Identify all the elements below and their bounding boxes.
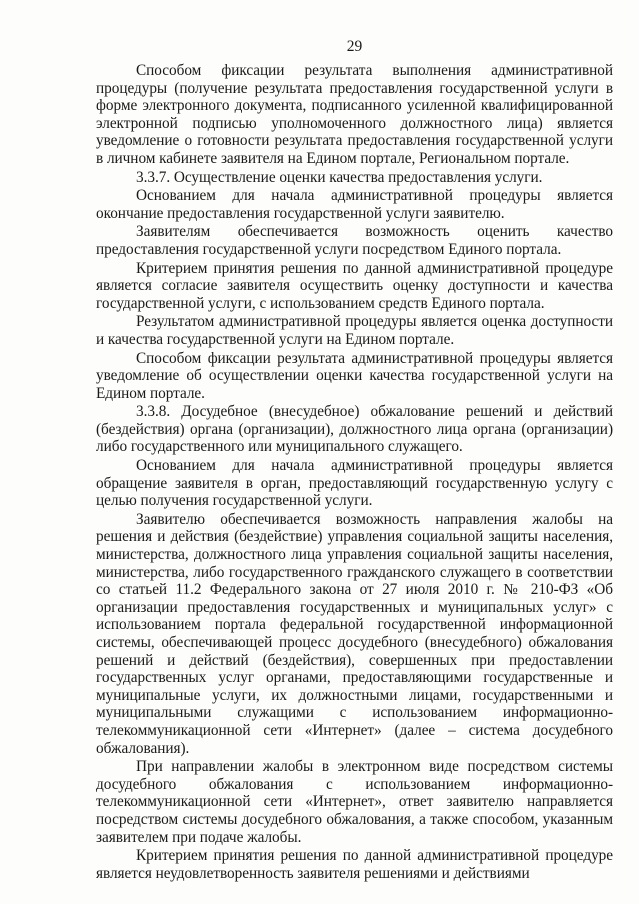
paragraph-result-fixation: Способом фиксации результата выполнения административной процедуры (получение результата предоставления государственной услуги в форме электронного документа, подписанного усиленной квалифицированной электронной подписью уполномоченного должностного лица) является уведомление о готовности результата предоставления государственной услуги в личном кабинете заявителя на Едином портале, Региональном портале. [96, 62, 613, 167]
paragraph-criterion-appeal: Критерием принятия решения по данной административной процедуре является неудовлетворенность заявителя решениями и действиями [96, 847, 613, 882]
paragraph-electronic-complaint: При направлении жалобы в электронном виде посредством системы досудебного обжалования с использованием информационно-телекоммуникационной сети «Интернет», ответ заявителю направляется посредством системы досудебного обжалования, а также способом, указанным заявителем при подаче жалобы. [96, 758, 613, 846]
paragraph-basis-start: Основанием для начала административной процедуры является окончание предоставления государственной услуги заявителю. [96, 187, 613, 222]
paragraph-complaint-possibility: Заявителю обеспечивается возможность направления жалобы на решения и действия (бездействие) управления социальной защиты населения, министерства, должностного лица управления социальной защиты населения, министерства, либо государственного гражданского служащего в соответствии со статьей 11.2 Федерального закона от 27 июля 2010 г. № 210-ФЗ «Об организации предоставления государственных и муниципальных услуг» с использованием портала федеральной государственной информационной системы, обеспечивающей процесс досудебного (внесудебного) обжалования решений и действий (бездействия), совершенных при предоставлении государственных услуг органами, предоставляющими государственные и муниципальные услуги, их должностными лицами, государственными и муниципальными служащими с использованием информационно-телекоммуникационной сети «Интернет» (далее – система досудебного обжалования). [96, 510, 613, 757]
paragraph-fixation-method: Способом фиксации результата административной процедуры является уведомление об осуществлении оценки качества государственной услуги на Едином портале. [96, 349, 613, 402]
paragraph-basis-appeal: Основанием для начала административной процедуры является обращение заявителя в орган, предоставляющий государственную услугу с целью получения государственной услуги. [96, 457, 613, 510]
section-heading-3-3-7: 3.3.7. Осуществление оценки качества предоставления услуги. [136, 168, 543, 186]
section-heading-3-3-8: 3.3.8. Досудебное (внесудебное) обжалование решений и действий (бездействия) органа (организации), должностного лица органа (организации) либо государственного или муниципального служащего. [96, 403, 613, 456]
document-body [96, 62, 613, 882]
page-number: 29 [346, 38, 363, 55]
paragraph-procedure-result: Результатом административной процедуры является оценка доступности и качества государственной услуги на Едином портале. [96, 313, 613, 348]
paragraph-decision-criterion: Критерием принятия решения по данной административной процедуре является согласие заявителя осуществить оценку доступности и качества государственной услуги, с использованием средств Единого портала. [96, 259, 613, 312]
paragraph-applicants-rating: Заявителям обеспечивается возможность оценить качество предоставления государственной услуги посредством Единого портала. [96, 223, 613, 258]
